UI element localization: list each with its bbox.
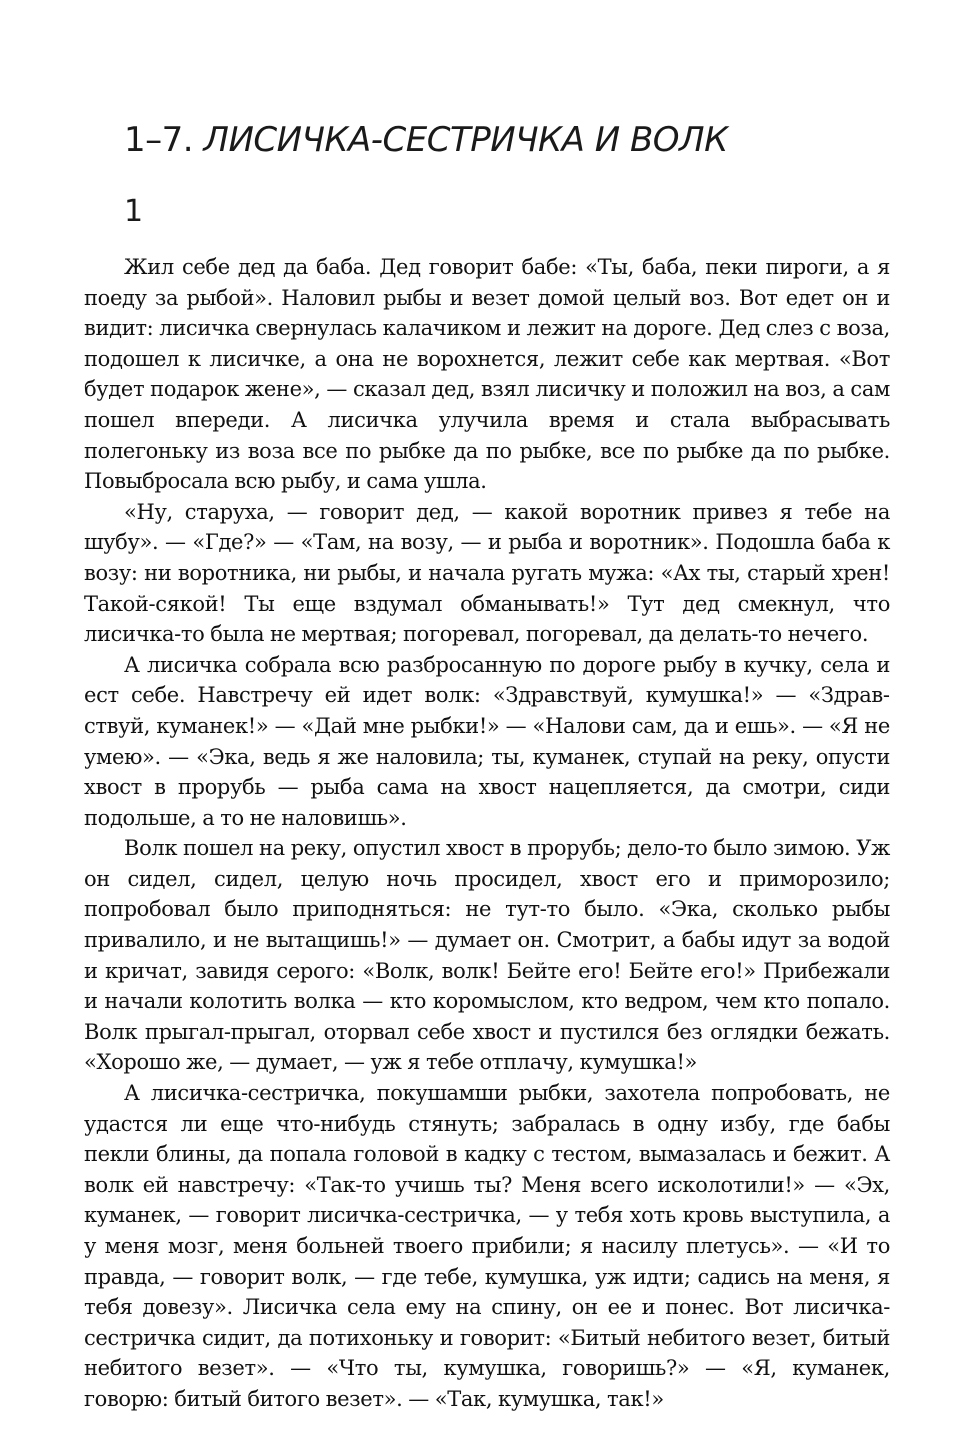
section-number: 1 <box>124 194 144 229</box>
chapter-name: ЛИСИЧКА-СЕСТРИЧКА И ВОЛК <box>203 120 728 160</box>
text-body <box>84 252 890 1415</box>
book-page <box>84 110 890 1415</box>
paragraph: «Ну, старуха, — говорит дед, — какой воротник привез я тебе на шубу». — «Где?» — «Там, на возу, — и рыба и воротник». Подошла баба к возу: ни воротника, ни рыбы, и начала ругать мужа: «Ах ты, старый хрен! Такой-сякой! Ты еще вздумал обманывать!» Тут дед смекнул, что лисичка-то была не мертвая; погоревал, погоревал, да делать-то нечего. <box>84 499 890 647</box>
paragraph: Жил себе дед да баба. Дед говорит бабе: «Ты, баба, пеки пироги, а я поеду за рыбой». Наловил рыбы и везет домой целый воз. Вот едет он и видит: лисичка свернулась калачиком и лежит на дороге. Дед слез с воза, подошел к лисичке, а она не ворохнется, лежит себе как мертвая. «Вот будет подарок жене», — сказал дед, взял лисичку и положил на воз, а сам пошел впереди. А лисичка улучила время и стала выбрасывать полегоньку из воза все по рыбке да по рыбке, все по рыбке да по рыбке. Повыбросала всю рыбу, и сама ушла. <box>84 255 890 494</box>
paragraph: Волк пошел на реку, опустил хвост в прорубь; дело-то было зимою. Уж он сидел, сидел, целую ночь просидел, хвост его и приморозило; попробовал было приподняться: не тут-то было. «Эка, сколько рыбы привалило, и не вытащишь!» — думает он. Смотрит, а бабы идут за водой и кричат, завидя серого: «Волк, волк! Бейте его! Бейте его!» Прибежали и начали колотить волка — кто коромыслом, кто ведром, чем кто попало. Волк прыгал-прыгал, оторвал себе хвост и пустился без оглядки бежать. «Хорошо же, — думает, — уж я тебе отплачу, кумушка!» <box>84 836 890 1075</box>
paragraph: А лисичка-сестричка, покушамши рыбки, захотела попробовать, не удастся ли еще что-нибудь стянуть; забралась в одну избу, где бабы пекли блины, да попала головой в кадку с тестом, вымазалась и бежит. А волк ей навстречу: «Так-то учишь ты? Меня всего исколотили!» — «Эх, куманек, — говорит лисичка-сестричка, — у тебя хоть кровь выступила, а у меня мозг, меня больней твоего прибили; я насилу плетусь». — «И то правда, — говорит волк, — где тебе, кумушка, уж идти; садись на меня, я тебя довезу». Лисичка села ему на спину, он ее и понес. Вот лисичка-сестричка сидит, да потихоньку и говорит: «Битый небитого везет, битый небитого везет». — «Что ты, кумушка, говоришь?» — «Я, куманек, говорю: битый битого везет». — «Так, кумушка, так!» <box>84 1081 890 1411</box>
chapter-title <box>84 110 890 170</box>
chapter-number: 1–7. <box>124 120 194 160</box>
paragraph: А лисичка собрала всю разбросанную по дороге рыбу в кучку, села и ест себе. Навстречу ей идет волк: «Здравствуй, кумушка!» — «Здравствуй, куманек!» — «Дай мне рыбки!» — «Налови сам, да и ешь». — «Я не умею». — «Эка, ведь я же наловила; ты, куманек, ступай на реку, опусти хвост в прорубь — рыба сама на хвост нацепляется, да смотри, сиди подольше, а то не наловишь». <box>84 652 890 830</box>
